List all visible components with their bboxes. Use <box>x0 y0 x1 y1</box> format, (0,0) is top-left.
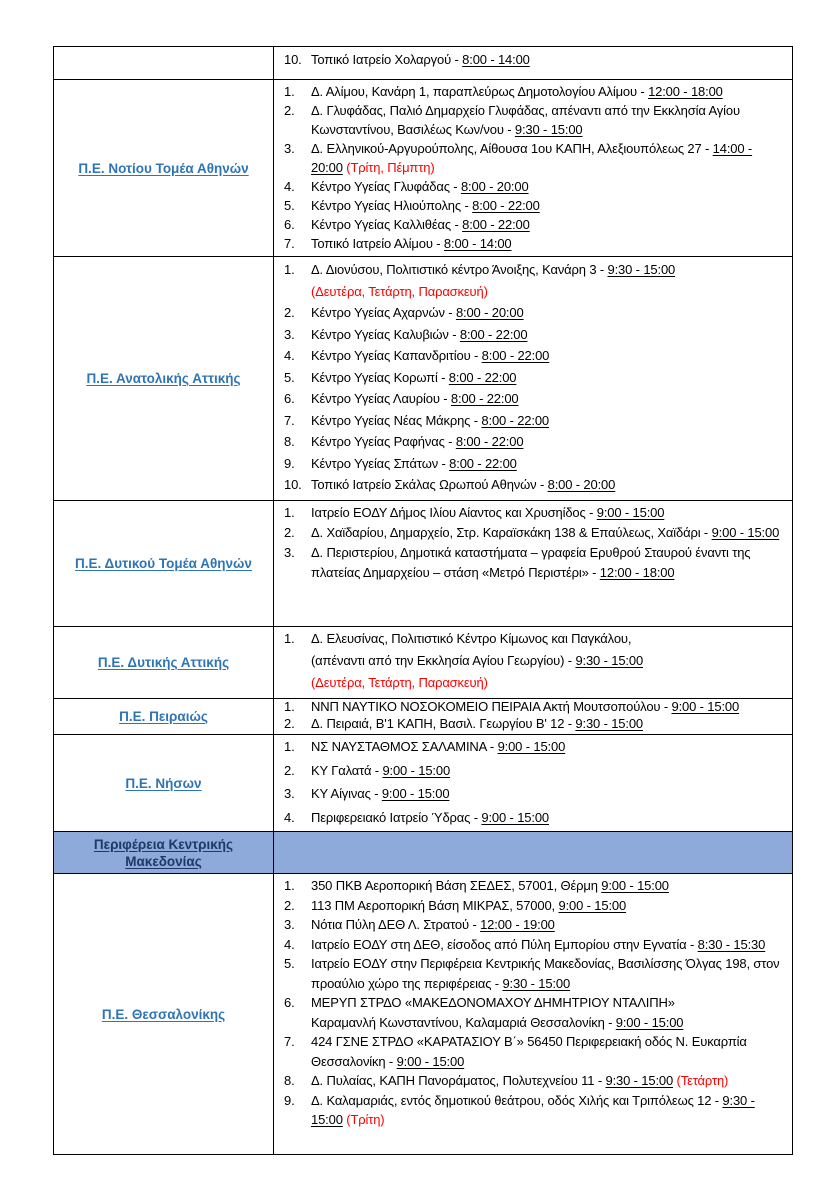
item-text <box>311 954 784 993</box>
item-text <box>311 259 784 302</box>
time-range: 9:30 - 15:00 <box>605 1073 674 1088</box>
region-cell <box>54 735 274 832</box>
location-text: ΚΥ Αίγινας - <box>311 786 382 801</box>
time-range: 9:00 - 15:00 <box>381 786 450 801</box>
item-number: 3. <box>284 545 295 560</box>
location-text: ΝΣ ΝΑΥΣΤΑΘΜΟΣ ΣΑΛΑΜΙΝΑ - <box>311 739 498 754</box>
list-item <box>284 759 784 783</box>
item-number: 2. <box>284 103 295 118</box>
list-item <box>284 503 784 523</box>
region-cell <box>54 874 274 1155</box>
days-note: (Τρίτη) <box>346 1112 385 1127</box>
time-range: 8:00 - 22:00 <box>450 391 519 406</box>
location-text: Δ. Ελληνικού-Αργυρούπολης, Αίθουσα 1ου ΚΑΠΗ, Αλεξιουπόλεως 27 - <box>311 141 713 156</box>
item-number: 4. <box>284 179 295 194</box>
location-text: Κέντρο Υγείας Νέας Μάκρης - <box>311 412 482 428</box>
location-text: Δ. Διονύσου, Πολιτιστικό κέντρο Άνοιξης, Κανάρη 3 - <box>311 262 608 277</box>
item-text <box>311 876 784 896</box>
list-item <box>284 177 784 196</box>
list-item <box>284 735 784 759</box>
time-range: 9:00 - 15:00 <box>596 505 665 520</box>
item-number: 7. <box>284 1034 295 1049</box>
region-cell <box>54 80 274 257</box>
list-item <box>284 234 784 253</box>
table-row <box>54 501 793 627</box>
location-text: Κέντρο Υγείας Ραφήνας - <box>311 434 456 449</box>
location-text: Δ. Αλίμου, Κανάρη 1, παραπλεύρως Δημοτολογίου Αλίμου - <box>311 84 649 99</box>
location-text: Ιατρείο ΕΟΔΥ στην Περιφέρεια Κεντρικής Μακεδονίας, Βασιλίσσης Όλγας 198, στον προαύλιο χώρο της περιφέρειας - <box>311 956 780 991</box>
region-cell <box>54 627 274 699</box>
section-header-row <box>54 832 793 874</box>
list-item <box>284 1032 784 1071</box>
days-note: (Δευτέρα, Τετάρτη, Παρασκευή) <box>311 283 488 299</box>
item-number: 5. <box>284 369 295 385</box>
region-cell <box>54 47 274 80</box>
location-text: Καραμανλή Κωνσταντίνου, Καλαμαριά Θεσσαλονίκη - <box>311 1014 616 1030</box>
time-range: 9:00 - 15:00 <box>481 809 549 825</box>
time-range: 9:30 - 15:00 <box>607 262 676 277</box>
item-number: 5. <box>284 956 295 971</box>
time-range: 12:00 - 19:00 <box>480 917 555 932</box>
locations-cell <box>274 257 793 501</box>
time-range: 8:00 - 22:00 <box>472 198 540 213</box>
item-number: 1. <box>284 631 295 646</box>
item-text <box>311 1032 784 1071</box>
location-text: Νότια Πύλη ΔΕΘ Λ. Στρατού - <box>311 917 481 932</box>
region-cell <box>54 257 274 501</box>
time-range: 9:30 - 15:00 <box>575 715 643 731</box>
location-text: Κέντρο Υγείας Γλυφάδας - <box>311 179 461 194</box>
item-text <box>311 1091 784 1130</box>
locations-cell <box>274 80 793 257</box>
list-item <box>284 101 784 139</box>
item-number: 5. <box>284 198 295 213</box>
item-number: 6. <box>284 391 295 406</box>
item-number: 9. <box>284 455 295 471</box>
list-item <box>284 954 784 993</box>
item-number: 4. <box>284 936 295 952</box>
item-text <box>311 474 784 496</box>
location-text: Κέντρο Υγείας Καπανδριτίου - <box>311 348 482 363</box>
item-number: 2. <box>284 305 295 320</box>
region-cell <box>54 832 274 874</box>
item-text <box>311 735 784 759</box>
time-range: 9:00 - 15:00 <box>382 762 451 778</box>
region-group-title[interactable]: Περιφέρεια Κεντρικής Μακεδονίας <box>93 836 234 869</box>
list-item <box>284 50 784 69</box>
table-body <box>54 47 793 1155</box>
region-link[interactable]: Π.Ε. Δυτικής Αττικής <box>97 655 230 670</box>
time-range: 8:00 - 14:00 <box>443 236 512 251</box>
locations-cell <box>274 47 793 80</box>
list-item <box>284 716 784 733</box>
list-item <box>284 367 784 389</box>
location-text: Τοπικό Ιατρείο Αλίμου - <box>311 236 444 251</box>
item-text <box>311 699 784 716</box>
list-item <box>284 993 784 1032</box>
item-number: 1. <box>284 262 295 277</box>
locations-cell <box>274 627 793 699</box>
item-text <box>311 759 784 783</box>
item-text <box>311 993 784 1032</box>
time-range: 12:00 - 18:00 <box>648 84 723 99</box>
list-item <box>284 543 784 583</box>
item-number: 10. <box>284 52 302 67</box>
item-text <box>311 431 784 453</box>
list-item <box>284 431 784 453</box>
location-text: 424 ΓΣΝΕ ΣΤΡΔΟ «ΚΑΡΑΤΑΣΙΟΥ Β΄» 56450 Περιφερειακή οδός Ν. Ευκαρπία Θεσσαλονίκη - <box>311 1034 747 1069</box>
list-item <box>284 82 784 101</box>
locations-cell <box>274 874 793 1155</box>
table-row <box>54 735 793 832</box>
table-row <box>54 257 793 501</box>
location-text: Δ. Ελευσίνας, Πολιτιστικό Κέντρο Κίμωνος και Παγκάλου, <box>311 631 632 646</box>
table-row <box>54 80 793 257</box>
item-text <box>311 50 784 69</box>
days-note: (Τετάρτη) <box>676 1073 729 1088</box>
item-text <box>311 1071 784 1091</box>
item-number: 3. <box>284 326 295 342</box>
list-item <box>284 324 784 346</box>
time-range: 8:00 - 20:00 <box>547 477 616 492</box>
location-text: Ιατρείο ΕΟΔΥ Δήμος Ιλίου Αίαντος και Χρυσηίδος - <box>311 505 597 520</box>
location-text: Κέντρο Υγείας Σπάτων - <box>311 455 450 471</box>
item-number: 6. <box>284 217 295 232</box>
list-item <box>284 474 784 496</box>
list-item <box>284 915 784 935</box>
region-link <box>54 61 273 65</box>
item-text <box>311 215 784 234</box>
time-range: 14:00 - 20:00 <box>311 141 753 175</box>
item-number: 3. <box>284 917 295 932</box>
location-text: Κέντρο Υγείας Αχαρνών - <box>311 305 456 320</box>
list-item <box>284 1091 784 1130</box>
location-text: Κέντρο Υγείας Καλυβιών - <box>311 326 460 342</box>
item-text <box>311 388 784 410</box>
location-text: Περιφερειακό Ιατρείο Ύδρας - <box>311 809 482 825</box>
item-number: 1. <box>284 84 295 99</box>
item-text <box>311 82 784 101</box>
location-text: Δ. Πυλαίας, ΚΑΠΗ Πανοράματος, Πολυτεχνείου 11 - <box>311 1073 606 1088</box>
location-text: Κέντρο Υγείας Κορωπί - <box>311 369 449 385</box>
region-link[interactable]: Π.Ε. Θεσσαλονίκης <box>101 1006 226 1022</box>
item-text <box>311 177 784 196</box>
region-link[interactable]: Π.Ε. Νήσων <box>125 775 202 791</box>
item-number: 4. <box>284 348 295 363</box>
time-range: 8:00 - 14:00 <box>462 52 530 67</box>
item-text <box>311 806 784 830</box>
item-number: 2. <box>284 897 295 913</box>
location-text: Τοπικό Ιατρείο Σκάλας Ωρωπού Αθηνών - <box>311 477 548 492</box>
list-item <box>284 139 784 177</box>
time-range: 12:00 - 18:00 <box>599 565 675 580</box>
location-text: ΚΥ Γαλατά - <box>311 762 383 778</box>
location-text: Δ. Περιστερίου, Δημοτικά καταστήματα – γραφεία Ερυθρού Σταυρού έναντι της πλατείας Δημαρχείου – στάση «Μετρό Περιστέρι» - <box>311 545 751 580</box>
time-range: 9:00 - 15:00 <box>615 1014 684 1030</box>
time-range: 8:00 - 22:00 <box>449 455 517 471</box>
table-row <box>54 699 793 735</box>
item-text <box>311 935 784 955</box>
location-text: Τοπικό Ιατρείο Χολαργού - <box>311 52 463 67</box>
table-row <box>54 874 793 1155</box>
item-number: 10. <box>284 477 302 492</box>
item-text <box>311 101 784 139</box>
item-text <box>311 782 784 806</box>
time-range: 9:30 - 15:00 <box>575 653 644 668</box>
time-range: 8:00 - 22:00 <box>481 412 549 428</box>
location-text: Κέντρο Υγείας Ηλιούπολης - <box>311 198 473 213</box>
item-text <box>311 345 784 367</box>
region-cell <box>54 699 274 735</box>
item-number: 1. <box>284 699 295 714</box>
item-number: 8. <box>284 1073 295 1088</box>
item-text <box>311 410 784 432</box>
list-item <box>284 453 784 475</box>
list-item <box>284 302 784 324</box>
time-range: 8:00 - 22:00 <box>459 326 528 342</box>
location-text: Δ. Καλαμαριάς, εντός δημοτικού θεάτρου, οδός Χιλής και Τριπόλεως 12 - <box>311 1092 723 1108</box>
list-item <box>284 699 784 716</box>
time-range: 8:00 - 20:00 <box>460 179 529 194</box>
vaccination-sites-schedule-table <box>53 46 793 1155</box>
time-range: 9:30 - 15:00 <box>514 122 583 137</box>
location-text: Κέντρο Υγείας Καλλιθέας - <box>311 217 463 232</box>
time-range: 9:30 - 15:00 <box>311 1092 755 1127</box>
list-item <box>284 215 784 234</box>
list-item <box>284 935 784 955</box>
item-number: 1. <box>284 505 295 520</box>
region-link[interactable]: Π.Ε. Δυτικού Τομέα Αθηνών <box>75 556 252 571</box>
item-text <box>311 628 784 694</box>
location-text: Δ. Γλυφάδας, Παλιό Δημαρχείο Γλυφάδας, απέναντι από την Εκκλησία Αγίου Κωνσταντίνου, Βασιλέως Κων/νου - <box>311 103 740 137</box>
region-cell <box>54 501 274 627</box>
locations-cell <box>274 832 793 874</box>
table-row <box>54 627 793 699</box>
list-item <box>284 782 784 806</box>
location-text: ΜΕΡΥΠ ΣΤΡΔΟ «ΜΑΚΕΔΟΝΟΜΑΧΟΥ ΔΗΜΗΤΡΙΟΥ ΝΤΑΛΙΠΗ» <box>311 995 675 1010</box>
time-range: 8:00 - 22:00 <box>481 348 550 363</box>
item-text <box>311 543 784 583</box>
list-item <box>284 896 784 916</box>
time-range: 9:00 - 15:00 <box>601 878 669 893</box>
list-item <box>284 628 784 694</box>
location-text: Ιατρείο ΕΟΔΥ στη ΔΕΘ, είσοδος από Πύλη Εμπορίου στην Εγνατία - <box>311 936 698 952</box>
item-number: 1. <box>284 878 295 893</box>
item-text <box>311 367 784 389</box>
list-item <box>284 410 784 432</box>
list-item <box>284 345 784 367</box>
item-number: 7. <box>284 412 295 428</box>
time-range: 9:00 - 15:00 <box>711 525 780 540</box>
locations-cell <box>274 735 793 832</box>
days-note: (Τρίτη, Πέμπτη) <box>346 160 435 175</box>
item-number: 6. <box>284 995 295 1010</box>
item-text <box>311 915 784 935</box>
item-text <box>311 139 784 177</box>
item-text <box>311 302 784 324</box>
location-text: (απέναντι από την Εκκλησία Αγίου Γεωργίου) - <box>311 653 576 668</box>
item-number: 2. <box>284 715 295 731</box>
list-item <box>284 523 784 543</box>
locations-cell <box>274 699 793 735</box>
list-item <box>284 876 784 896</box>
time-range: 9:00 - 15:00 <box>558 897 627 913</box>
item-number: 7. <box>284 236 295 251</box>
item-number: 2. <box>284 525 295 540</box>
time-range: 9:00 - 15:00 <box>396 1053 465 1069</box>
location-text: Δ. Πειραιά, Β'1 ΚΑΠΗ, Βασιλ. Γεωργίου Β' 12 - <box>311 715 576 731</box>
region-link[interactable]: Π.Ε. Ανατολικής Αττικής <box>86 371 241 386</box>
item-text <box>311 503 784 523</box>
item-text <box>311 196 784 215</box>
time-range: 8:00 - 22:00 <box>448 369 517 385</box>
days-note: (Δευτέρα, Τετάρτη, Παρασκευή) <box>311 675 488 690</box>
time-range: 9:00 - 15:00 <box>671 699 740 714</box>
time-range: 8:00 - 20:00 <box>455 305 524 320</box>
table-row <box>54 47 793 80</box>
item-text <box>311 453 784 475</box>
item-text <box>311 324 784 346</box>
region-link[interactable]: Π.Ε. Νοτίου Τομέα Αθηνών <box>78 160 249 176</box>
list-item <box>284 196 784 215</box>
item-number: 1. <box>284 739 295 754</box>
item-text <box>311 896 784 916</box>
item-text <box>311 523 784 543</box>
item-number: 3. <box>284 786 295 801</box>
item-number: 8. <box>284 434 295 449</box>
time-range: 9:30 - 15:00 <box>502 975 571 991</box>
location-text: ΝΝΠ ΝΑΥΤΙΚΟ ΝΟΣΟΚΟΜΕΙΟ ΠΕΙΡΑΙΑ Ακτή Μουτσοπούλου - <box>311 699 672 714</box>
list-item <box>284 388 784 410</box>
item-number: 2. <box>284 762 295 778</box>
location-text: Δ. Χαϊδαρίου, Δημαρχείο, Στρ. Καραϊσκάκη 138 & Επαύλεως, Χαϊδάρι - <box>311 525 712 540</box>
list-item <box>284 259 784 302</box>
time-range: 9:00 - 15:00 <box>497 739 566 754</box>
list-item <box>284 1071 784 1091</box>
locations-cell <box>274 501 793 627</box>
location-text: 350 ΠΚΒ Αεροπορική Βάση ΣΕΔΕΣ, 57001, Θέρμη <box>311 878 602 893</box>
item-number: 9. <box>284 1092 295 1108</box>
time-range: 8:00 - 22:00 <box>455 434 524 449</box>
time-range: 8:30 - 15:30 <box>697 936 766 952</box>
item-number: 4. <box>284 809 295 825</box>
location-text: 113 ΠΜ Αεροπορική Βάση ΜΙΚΡΑΣ, 57000, <box>311 897 559 913</box>
list-item <box>284 806 784 830</box>
region-link[interactable]: Π.Ε. Πειραιώς <box>119 709 208 724</box>
location-text: Κέντρο Υγείας Λαυρίου - <box>311 391 451 406</box>
item-number: 3. <box>284 141 295 156</box>
item-text <box>311 234 784 253</box>
item-text <box>311 716 784 733</box>
time-range: 8:00 - 22:00 <box>462 217 530 232</box>
